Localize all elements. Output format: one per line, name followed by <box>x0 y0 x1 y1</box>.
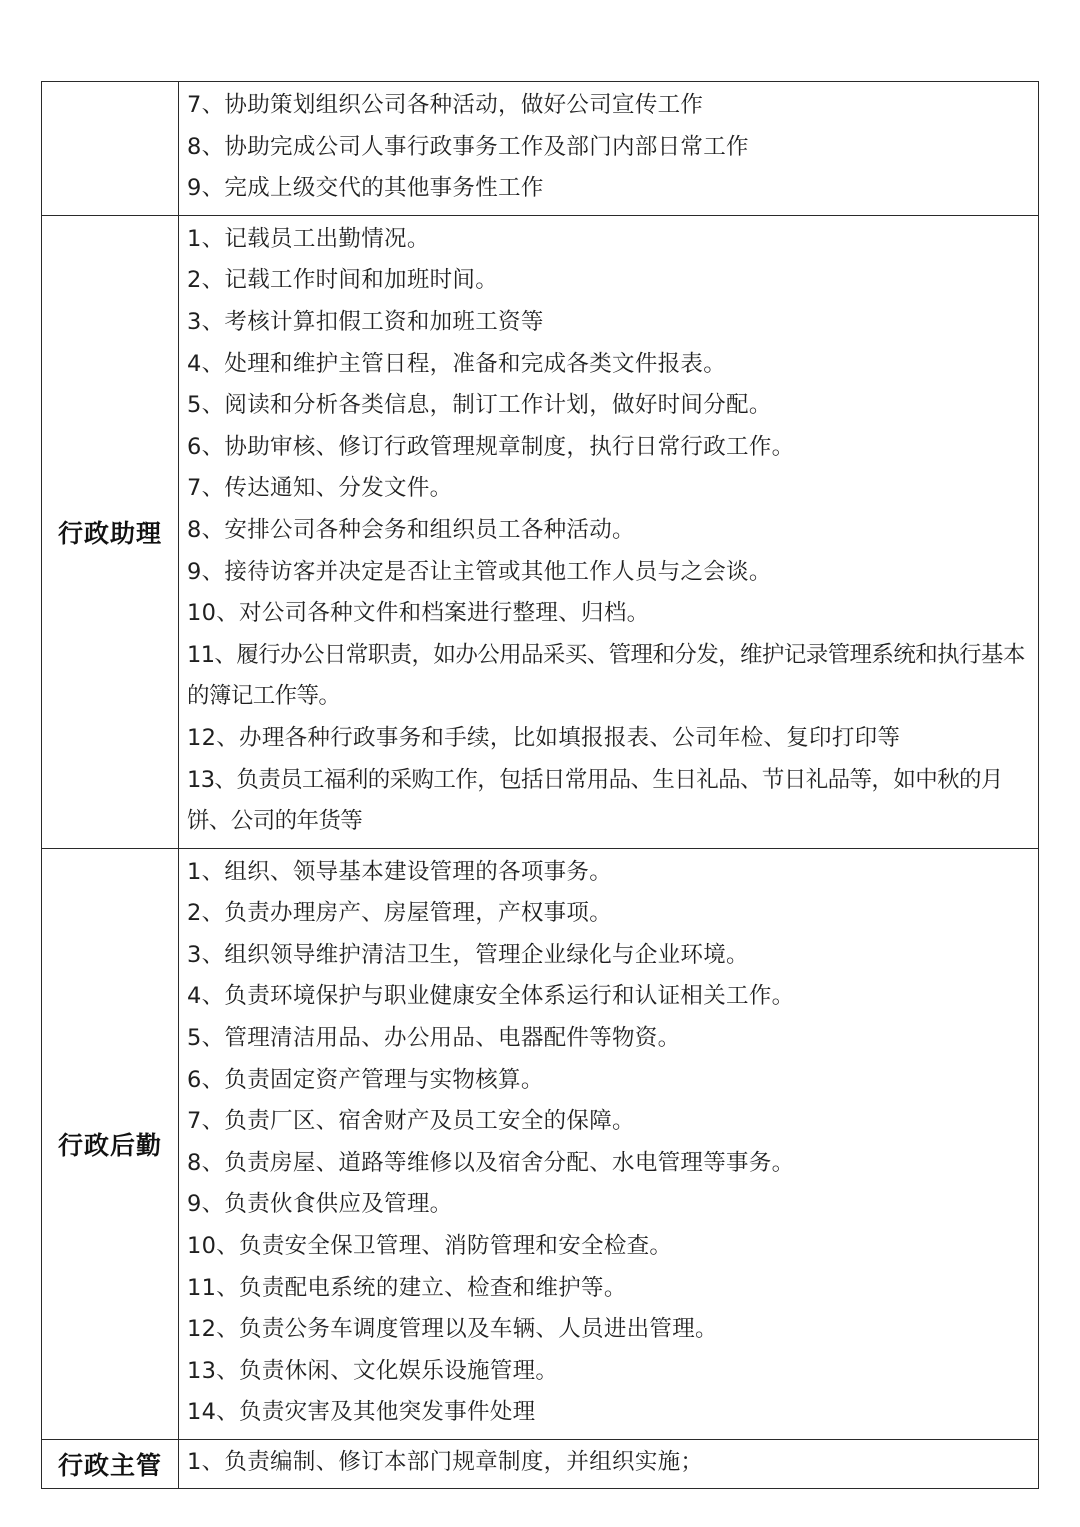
list-item: 11、负责配电系统的建立、检查和维护等。 <box>187 1274 627 1301</box>
list-item: 2、负责办理房产、房屋管理，产权事项。 <box>187 900 613 927</box>
role-cell: 行政后勤 <box>42 848 179 1439</box>
list-item: 10、负责安全保卫管理、消防管理和安全检查。 <box>187 1233 673 1260</box>
list-item: 11、履行办公日常职责，如办公用品采买、管理和分发，维护记录管理系统和执行基本的簿记工作等。 <box>187 641 1025 710</box>
list-item: 7、负责厂区、宿舍财产及员工安全的保障。 <box>187 1108 635 1135</box>
list-item: 9、完成上级交代的其他事务性工作 <box>187 175 544 202</box>
list-item: 8、安排公司各种会务和组织员工各种活动。 <box>187 516 635 543</box>
list-item: 5、阅读和分析各类信息，制订工作计划，做好时间分配。 <box>187 392 772 419</box>
job-duties-table <box>41 81 1039 1489</box>
list-item: 8、负责房屋、道路等维修以及宿舍分配、水电管理等事务。 <box>187 1149 795 1176</box>
list-item: 12、办理各种行政事务和手续，比如填报报表、公司年检、复印打印等 <box>187 724 901 751</box>
list-item: 9、负责伙食供应及管理。 <box>187 1191 453 1218</box>
list-item: 4、负责环境保护与职业健康安全体系运行和认证相关工作。 <box>187 983 795 1010</box>
duties-cell <box>179 1440 1039 1489</box>
list-item: 4、处理和维护主管日程，准备和完成各类文件报表。 <box>187 350 727 377</box>
table-row <box>42 82 1039 216</box>
table-row <box>42 215 1039 848</box>
duties-cell <box>179 215 1039 848</box>
role-cell <box>42 82 179 216</box>
list-item: 7、传达通知、分发文件。 <box>187 475 453 502</box>
role-cell: 行政助理 <box>42 215 179 848</box>
list-item: 3、组织领导维护清洁卫生，管理企业绿化与企业环境。 <box>187 941 749 968</box>
list-item: 10、对公司各种文件和档案进行整理、归档。 <box>187 600 650 627</box>
list-item: 13、负责员工福利的采购工作，包括日常用品、生日礼品、节日礼品等，如中秋的月饼、公司的年货等 <box>187 766 1003 835</box>
list-item: 5、管理清洁用品、办公用品、电器配件等物资。 <box>187 1025 681 1052</box>
list-item: 12、负责公务车调度管理以及车辆、人员进出管理。 <box>187 1316 718 1343</box>
list-item: 6、负责固定资产管理与实物核算。 <box>187 1066 544 1093</box>
list-item: 6、协助审核、修订行政管理规章制度，执行日常行政工作。 <box>187 433 795 460</box>
duties-cell <box>179 848 1039 1439</box>
list-item: 7、协助策划组织公司各种活动，做好公司宣传工作 <box>187 92 704 118</box>
list-item: 3、考核计算扣假工资和加班工资等 <box>187 308 544 335</box>
role-cell: 行政主管 <box>42 1440 179 1489</box>
list-item: 2、记载工作时间和加班时间。 <box>187 267 499 294</box>
duties-cell <box>179 82 1039 216</box>
table-row <box>42 848 1039 1439</box>
list-item: 1、记载员工出勤情况。 <box>187 225 430 252</box>
list-item: 1、组织、领导基本建设管理的各项事务。 <box>187 858 613 885</box>
list-item: 1、负责编制、修订本部门规章制度，并组织实施； <box>187 1449 704 1475</box>
list-item: 14、负责灾害及其他突发事件处理 <box>187 1399 536 1426</box>
table-row <box>42 1440 1039 1489</box>
list-item: 13、负责休闲、文化娱乐设施管理。 <box>187 1357 559 1384</box>
list-item: 9、接待访客并决定是否让主管或其他工作人员与之会谈。 <box>187 558 772 585</box>
list-item: 8、协助完成公司人事行政事务工作及部门内部日常工作 <box>187 133 749 160</box>
